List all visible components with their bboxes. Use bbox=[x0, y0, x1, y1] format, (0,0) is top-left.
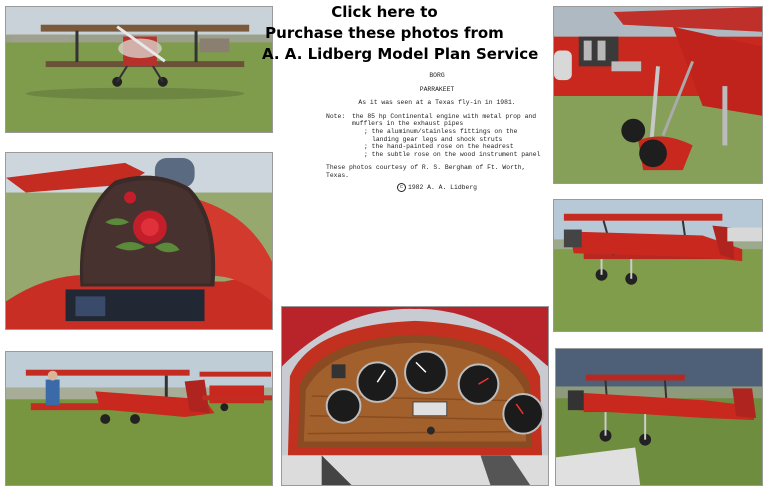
purchase-photos-link[interactable] bbox=[262, 2, 539, 65]
photo-biplane-grass[interactable] bbox=[555, 348, 763, 486]
photo-biplane-grass-image bbox=[556, 349, 762, 485]
purchase-link-line2: Purchase these photos from bbox=[265, 24, 504, 42]
photo-headrest-rose-image bbox=[6, 153, 272, 329]
photo-credit: These photos courtesy of R. S. Bergham of Ft. Worth, Texas. bbox=[326, 164, 526, 179]
photo-engine-closeup-image bbox=[554, 7, 762, 183]
note-item: ; the aluminum/stainless fittings on the landing gear legs and shock struts bbox=[364, 127, 518, 143]
photo-biplane-side-image bbox=[554, 200, 762, 331]
photo-description bbox=[326, 72, 548, 192]
note-item: ; the subtle rose on the wood instrument panel bbox=[364, 150, 541, 158]
copyright-notice bbox=[326, 183, 548, 192]
photo-biplanes-flyin-image bbox=[6, 352, 272, 485]
photo-biplane-side[interactable] bbox=[553, 199, 763, 332]
note-item: ; the hand-painted rose on the headrest bbox=[364, 143, 514, 151]
photo-instrument-panel[interactable] bbox=[281, 306, 549, 486]
note-label: Note: bbox=[326, 112, 346, 120]
purchase-link-line3: A. A. Lidberg Model Plan Service bbox=[262, 45, 539, 63]
note-main: the 85 hp Continental engine with metal prop and mufflers in the exhaust pipes bbox=[352, 112, 537, 128]
photo-biplane-front[interactable] bbox=[5, 6, 273, 133]
description-line3: As it was seen at a Texas fly-in in 1981. bbox=[358, 99, 516, 107]
photo-headrest-rose[interactable] bbox=[5, 152, 273, 330]
photo-engine-closeup[interactable] bbox=[553, 6, 763, 184]
description-note bbox=[326, 113, 548, 159]
copyright-icon: c bbox=[397, 183, 406, 192]
description-line1: BORG bbox=[429, 72, 445, 79]
photo-biplane-front-image bbox=[6, 7, 272, 132]
purchase-link-line1: Click here to bbox=[331, 3, 438, 21]
photo-biplanes-flyin[interactable] bbox=[5, 351, 273, 486]
copyright-text: 1982 A. A. Lidberg bbox=[407, 183, 478, 191]
photo-instrument-panel-image bbox=[282, 307, 548, 485]
description-line2: PARRAKEET bbox=[419, 85, 455, 93]
